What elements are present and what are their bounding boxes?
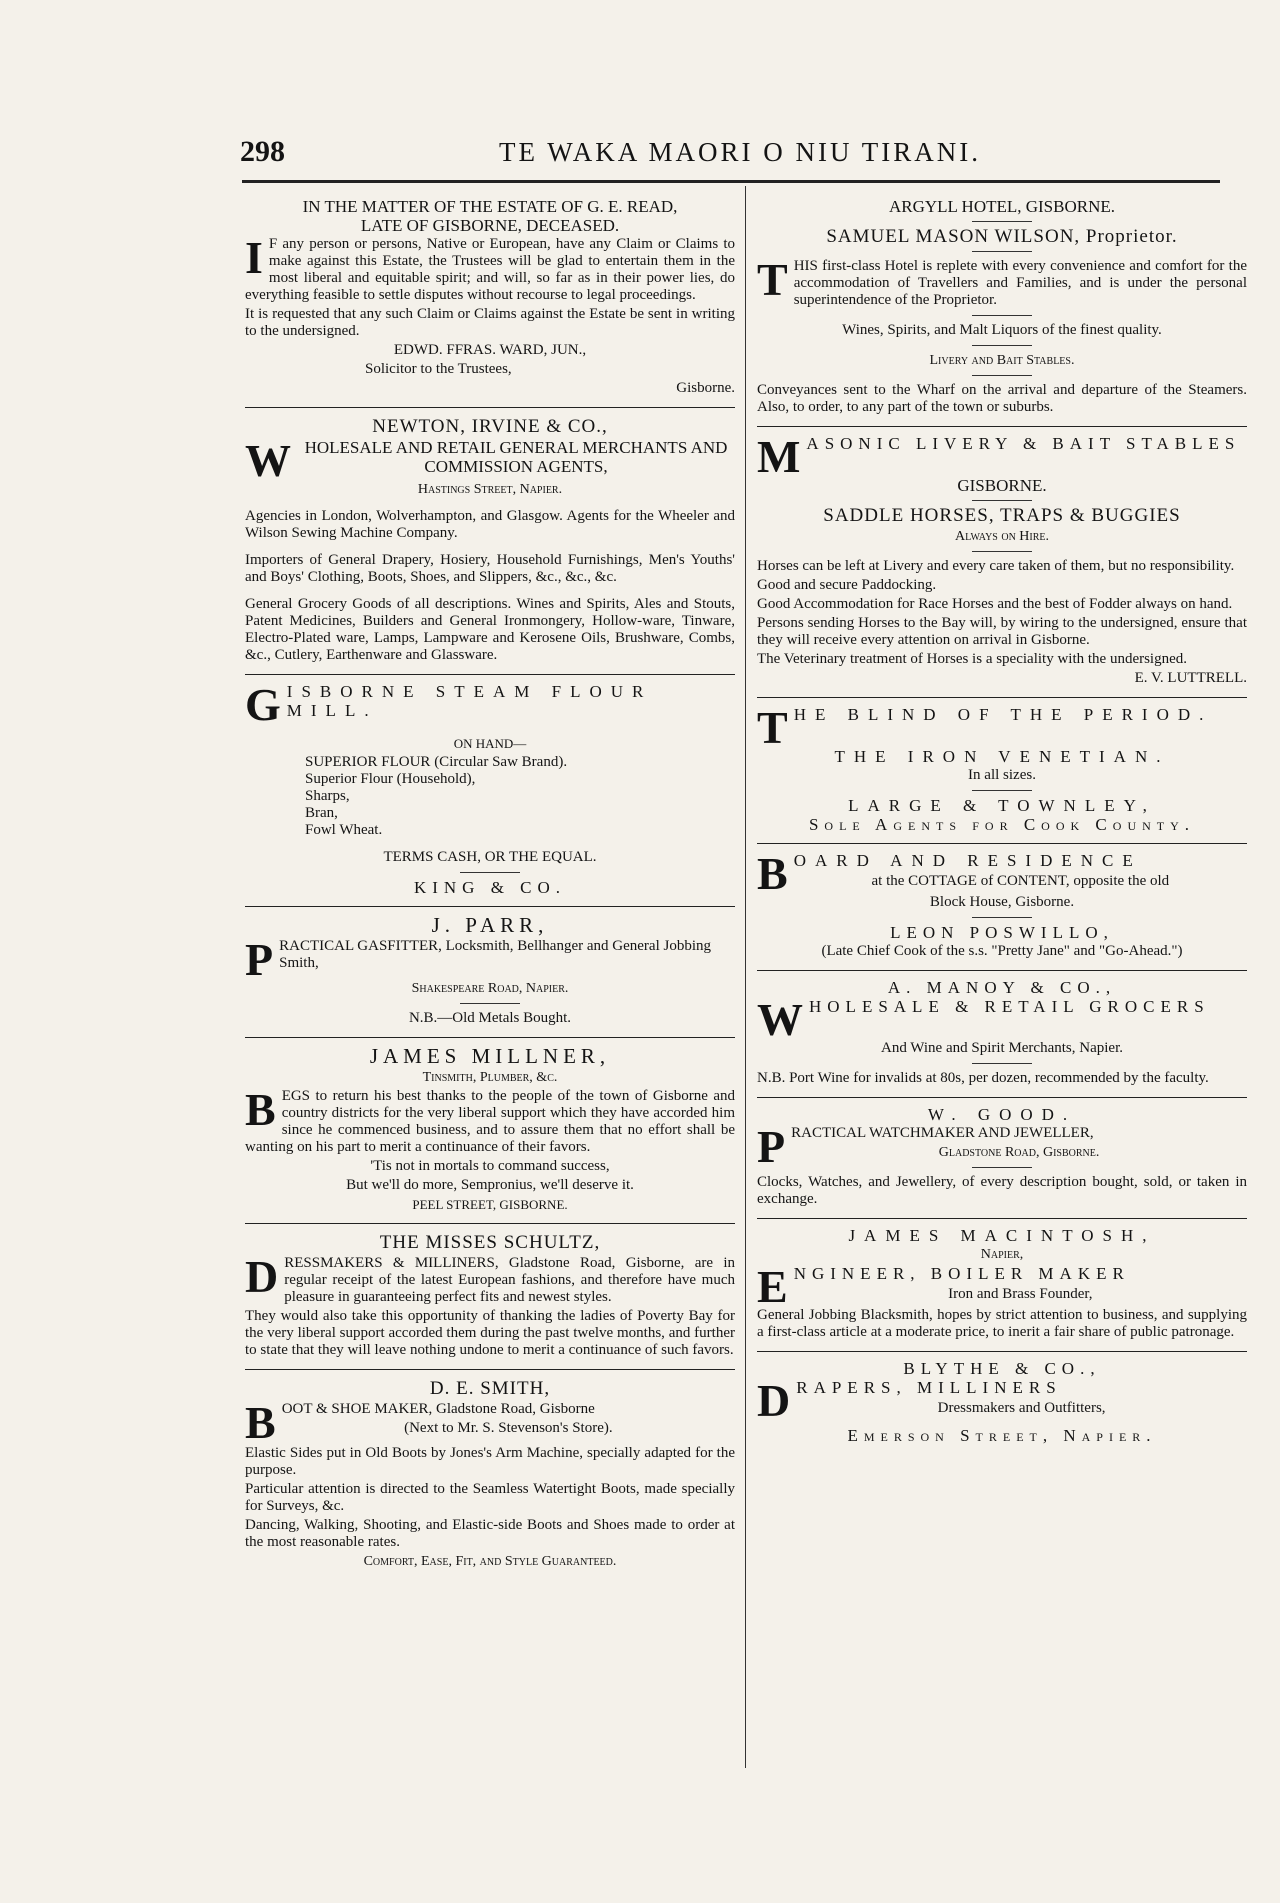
ad-title: ISBORNE STEAM FLOUR MILL. — [286, 682, 653, 720]
ad-title: OARD AND RESIDENCE — [793, 851, 1142, 870]
column-divider — [745, 186, 746, 1768]
ad-body: F any person or persons, Native or European, have any Claim or Claims to make against this Estate, the Trustees will be glad to entertain them in the most liberal and equitable spirit; and will, so far as in their power lies, do everything feasible to settle disputes without recourse to legal proceedings. — [245, 236, 735, 303]
ad-paragraph: Particular attention is directed to the Seamless Watertight Boots, made specially for Surveys, &c. — [245, 1481, 735, 1514]
ad-title: A. MANOY & CO., — [887, 978, 1117, 997]
page-header — [240, 135, 1240, 175]
ad-heading: SADDLE HORSES, TRAPS & BUGGIES — [823, 505, 1181, 526]
ad-heading: RAPERS, MILLINERS — [796, 1378, 1062, 1397]
drop-cap: G — [245, 679, 281, 730]
ad-flour-mill — [245, 675, 735, 907]
drop-cap: D — [757, 1375, 791, 1426]
ad-body: Block House, Gisborne. — [929, 894, 1075, 910]
short-rule — [972, 221, 1032, 222]
ad-note: N.B. Port Wine for invalids at 80s, per dozen, recommended by the faculty. — [757, 1070, 1209, 1086]
ad-title: JAMES MILLNER, — [369, 1044, 611, 1068]
ad-paragraph: Importers of General Drapery, Hosiery, Household Furnishings, Men's Youths' and Boys' Clothing, Boots, Shoes, and Slippers, &c., &c., &c. — [245, 552, 735, 585]
drop-cap: B — [245, 1084, 276, 1135]
ad-newton-irvine — [245, 408, 735, 675]
ad-title: ASONIC LIVERY & BAIT STABLES — [806, 434, 1241, 453]
ad-heading: RACTICAL WATCHMAKER AND JEWELLER, — [791, 1125, 1094, 1141]
ad-title: BLYTHE & CO., — [903, 1359, 1101, 1378]
drop-cap: D — [245, 1251, 279, 1302]
ad-board-residence — [757, 844, 1247, 971]
drop-cap: E — [757, 1261, 788, 1312]
ad-paragraph: Good and secure Paddocking. — [757, 577, 937, 593]
left-column — [245, 190, 735, 1580]
ad-body: RESSMAKERS & MILLINERS, Gladstone Road, Gisborne, are in regular receipt of the latest European fashions, and therefore have much pleasure in guaranteeing perfect fits and newest styles. — [284, 1255, 735, 1305]
masthead-title: TE WAKA MAORI O NIU TIRANI. — [499, 137, 981, 167]
right-column — [757, 190, 1247, 1454]
ad-subtitle: (Next to Mr. S. Stevenson's Store). — [404, 1420, 613, 1436]
ad-address: Shakespeare Road, Napier. — [411, 981, 569, 996]
short-rule — [972, 551, 1032, 552]
drop-cap: B — [245, 1397, 276, 1448]
ad-address: PEEL STREET, GISBORNE. — [412, 1197, 568, 1212]
ad-paragraph: Elastic Sides put in Old Boots by Jones's Arm Machine, specially adapted for the purpose. — [245, 1445, 735, 1478]
terms-text: TERMS CASH, OR THE EQUAL. — [383, 849, 597, 865]
proprietor-name: SAMUEL MASON WILSON, Proprietor. — [826, 226, 1178, 247]
signature: EDWD. FFRAS. WARD, JUN., — [393, 342, 587, 358]
ad-body: It is requested that any such Claim or Claims against the Estate be sent in writing to the undersigned. — [245, 306, 735, 339]
proprietor-name: LEON POSWILLO, — [890, 923, 1114, 942]
ad-title: ARGYLL HOTEL, GISBORNE. — [888, 197, 1116, 216]
ad-parr — [245, 907, 735, 1038]
ad-subtitle: And Wine and Spirit Merchants, Napier. — [881, 1040, 1123, 1056]
ad-title: THE MISSES SCHULTZ, — [379, 1232, 601, 1253]
ad-address: Gladstone Road, Gisborne. — [938, 1145, 1100, 1160]
signature-title: Solicitor to the Trustees, — [365, 361, 512, 377]
ad-subtitle: Always on Hire. — [954, 529, 1050, 544]
short-rule — [460, 1003, 520, 1004]
ad-title: IN THE MATTER OF THE ESTATE OF G. E. READ, — [302, 197, 678, 216]
ad-millner — [245, 1038, 735, 1224]
short-rule — [972, 790, 1032, 791]
ad-place: Napier, — [980, 1247, 1024, 1262]
ad-title: J. PARR, — [431, 913, 549, 937]
ad-body: at the COTTAGE of CONTENT, opposite the old — [871, 873, 1170, 889]
ad-paragraph: Dancing, Walking, Shooting, and Elastic-side Boots and Shoes made to order at the most reasonable rates. — [245, 1517, 735, 1550]
short-rule — [972, 345, 1032, 346]
ad-body: They would also take this opportunity of thanking the ladies of Poverty Bay for the very liberal support accorded them during the past twelve months, and further to state that they will leave nothing undone to merit a continuance of such favors. — [245, 1308, 735, 1358]
ad-note: N.B.—Old Metals Bought. — [408, 1010, 572, 1026]
ad-body: RACTICAL GASFITTER, Locksmith, Bellhanger and General Jobbing Smith, — [279, 938, 711, 971]
ad-title: NEWTON, IRVINE & CO., — [372, 416, 608, 437]
ad-title: W. GOOD. — [927, 1105, 1077, 1124]
ad-good — [757, 1098, 1247, 1219]
ad-paragraph: Good Accommodation for Race Horses and the best of Fodder always on hand. — [757, 596, 1233, 612]
ad-argyll-hotel — [757, 190, 1247, 427]
agents-text: Sole Agents for Cook County. — [808, 815, 1196, 834]
ad-place: GISBORNE. — [957, 476, 1047, 495]
signature: E. V. LUTTRELL. — [1134, 670, 1247, 686]
drop-cap: P — [245, 934, 274, 985]
ad-note: (Late Chief Cook of the s.s. "Pretty Jane" and "Go-Ahead.") — [821, 943, 1183, 959]
ad-title: HE BLIND OF THE PERIOD. — [793, 705, 1213, 724]
quote-line: But we'll do more, Sempronius, we'll deserve it. — [346, 1177, 634, 1193]
quote-line: 'Tis not in mortals to command success, — [370, 1158, 610, 1174]
list-item: Superior Flour (Household), — [305, 771, 476, 787]
ad-body: General Jobbing Blacksmith, hopes by strict attention to business, and supplying a first-class article at a moderate price, to inerit a fair share of public patronage. — [757, 1307, 1247, 1340]
short-rule — [972, 251, 1032, 252]
firm-name: LARGE & TOWNLEY, — [848, 796, 1156, 815]
ad-schultz — [245, 1224, 735, 1370]
short-rule — [460, 872, 520, 873]
ad-manoy — [757, 971, 1247, 1098]
signature-place: Gisborne. — [676, 380, 735, 396]
list-item: Bran, — [305, 805, 338, 821]
ad-address: Hastings Street, Napier. — [417, 482, 563, 497]
ad-smith — [245, 1370, 735, 1580]
ad-paragraph: Wines, Spirits, and Malt Liquors of the finest quality. — [842, 322, 1162, 338]
ad-body: EGS to return his best thanks to the people of the town of Gisborne and country districts for the very liberal support which they have accorded him since he commenced business, and to assure them that no effort shall be wanting on his part to merit a continuance of their favors. — [245, 1088, 735, 1155]
list-item: Sharps, — [305, 788, 350, 804]
ad-paragraph: Persons sending Horses to the Bay will, by wiring to the undersigned, ensure that they will receive every attention on arrival in Gisborne. — [757, 615, 1247, 648]
drop-cap: P — [757, 1121, 786, 1172]
ad-subtitle: In all sizes. — [968, 767, 1036, 783]
ad-paragraph: Agencies in London, Wolverhampton, and Glasgow. Agents for the Wheeler and Wilson Sewing Machine Company. — [245, 508, 735, 541]
ad-blythe — [757, 1352, 1247, 1454]
list-item: Fowl Wheat. — [305, 822, 383, 838]
ad-body: OOT & SHOE MAKER, Gladstone Road, Gisborne — [281, 1401, 595, 1417]
drop-cap: M — [757, 431, 801, 482]
drop-cap: B — [757, 848, 788, 899]
firm-name: KING & CO. — [413, 878, 567, 897]
ad-subtitle: Tinsmith, Plumber, &c. — [422, 1070, 558, 1085]
ad-address: Emerson Street, Napier. — [847, 1426, 1157, 1445]
ad-heading: NGINEER, BOILER MAKER — [793, 1264, 1130, 1283]
ad-paragraph: Conveyances sent to the Wharf on the arrival and departure of the Steamers. Also, to order, to any part of the town or suburbs. — [757, 382, 1247, 415]
ad-paragraph: The Veterinary treatment of Horses is a speciality with the undersigned. — [757, 651, 1188, 667]
ad-body: HIS first-class Hotel is replete with every convenience and comfort for the accommodation of Travellers and Families, and is under the personal superintendence of the Proprietor. — [793, 258, 1247, 308]
ad-title: JAMES MACINTOSH, — [848, 1226, 1156, 1245]
ad-body: Clocks, Watches, and Jewellery, of every description bought, sold, or taken in exchange. — [757, 1174, 1247, 1207]
ad-heading: HOLESALE & RETAIL GROCERS — [809, 997, 1210, 1016]
ad-read-estate — [245, 190, 735, 408]
list-item: SUPERIOR FLOUR (Circular Saw Brand). — [305, 754, 568, 770]
short-rule — [972, 917, 1032, 918]
ad-blind — [757, 698, 1247, 844]
drop-cap: I — [245, 232, 263, 283]
ad-heading: THE IRON VENETIAN. — [834, 747, 1170, 766]
ad-subtitle: Dressmakers and Outfitters, — [937, 1400, 1106, 1416]
ad-paragraph: General Grocery Goods of all descriptions. Wines and Spirits, Ales and Stouts, Patent Medicines, Builders and General Ironmongery, Hollow-ware, Tinware, Electro-Plated ware, Lamps, Lampware and Kerosene Oils, Brushware, Combs, &c., Cutlery, Earthenware and Glassware. — [245, 596, 735, 663]
short-rule — [972, 1167, 1032, 1168]
short-rule — [972, 375, 1032, 376]
drop-cap: W — [757, 994, 803, 1045]
on-hand-label: ON HAND— — [453, 736, 527, 751]
drop-cap: W — [245, 435, 291, 486]
ad-subtitle: Livery and Bait Stables. — [929, 353, 1075, 368]
ad-masonic-livery — [757, 427, 1247, 698]
ad-subtitle: Iron and Brass Founder, — [948, 1286, 1093, 1302]
header-rule — [242, 180, 1220, 183]
short-rule — [972, 315, 1032, 316]
ad-footer: Comfort, Ease, Fit, and Style Guaranteed. — [363, 1554, 617, 1569]
page-number: 298 — [240, 135, 285, 168]
ad-paragraph: Horses can be left at Livery and every care taken of them, but no responsibility. — [757, 558, 1235, 574]
ad-heading: HOLESALE AND RETAIL GENERAL MERCHANTS AND COMMISSION AGENTS, — [304, 438, 728, 476]
short-rule — [972, 1063, 1032, 1064]
drop-cap: T — [757, 702, 788, 753]
ad-subtitle: LATE OF GISBORNE, DECEASED. — [360, 216, 620, 235]
drop-cap: T — [757, 254, 788, 305]
ad-macintosh — [757, 1219, 1247, 1352]
short-rule — [972, 500, 1032, 501]
ad-title: D. E. SMITH, — [429, 1378, 551, 1399]
